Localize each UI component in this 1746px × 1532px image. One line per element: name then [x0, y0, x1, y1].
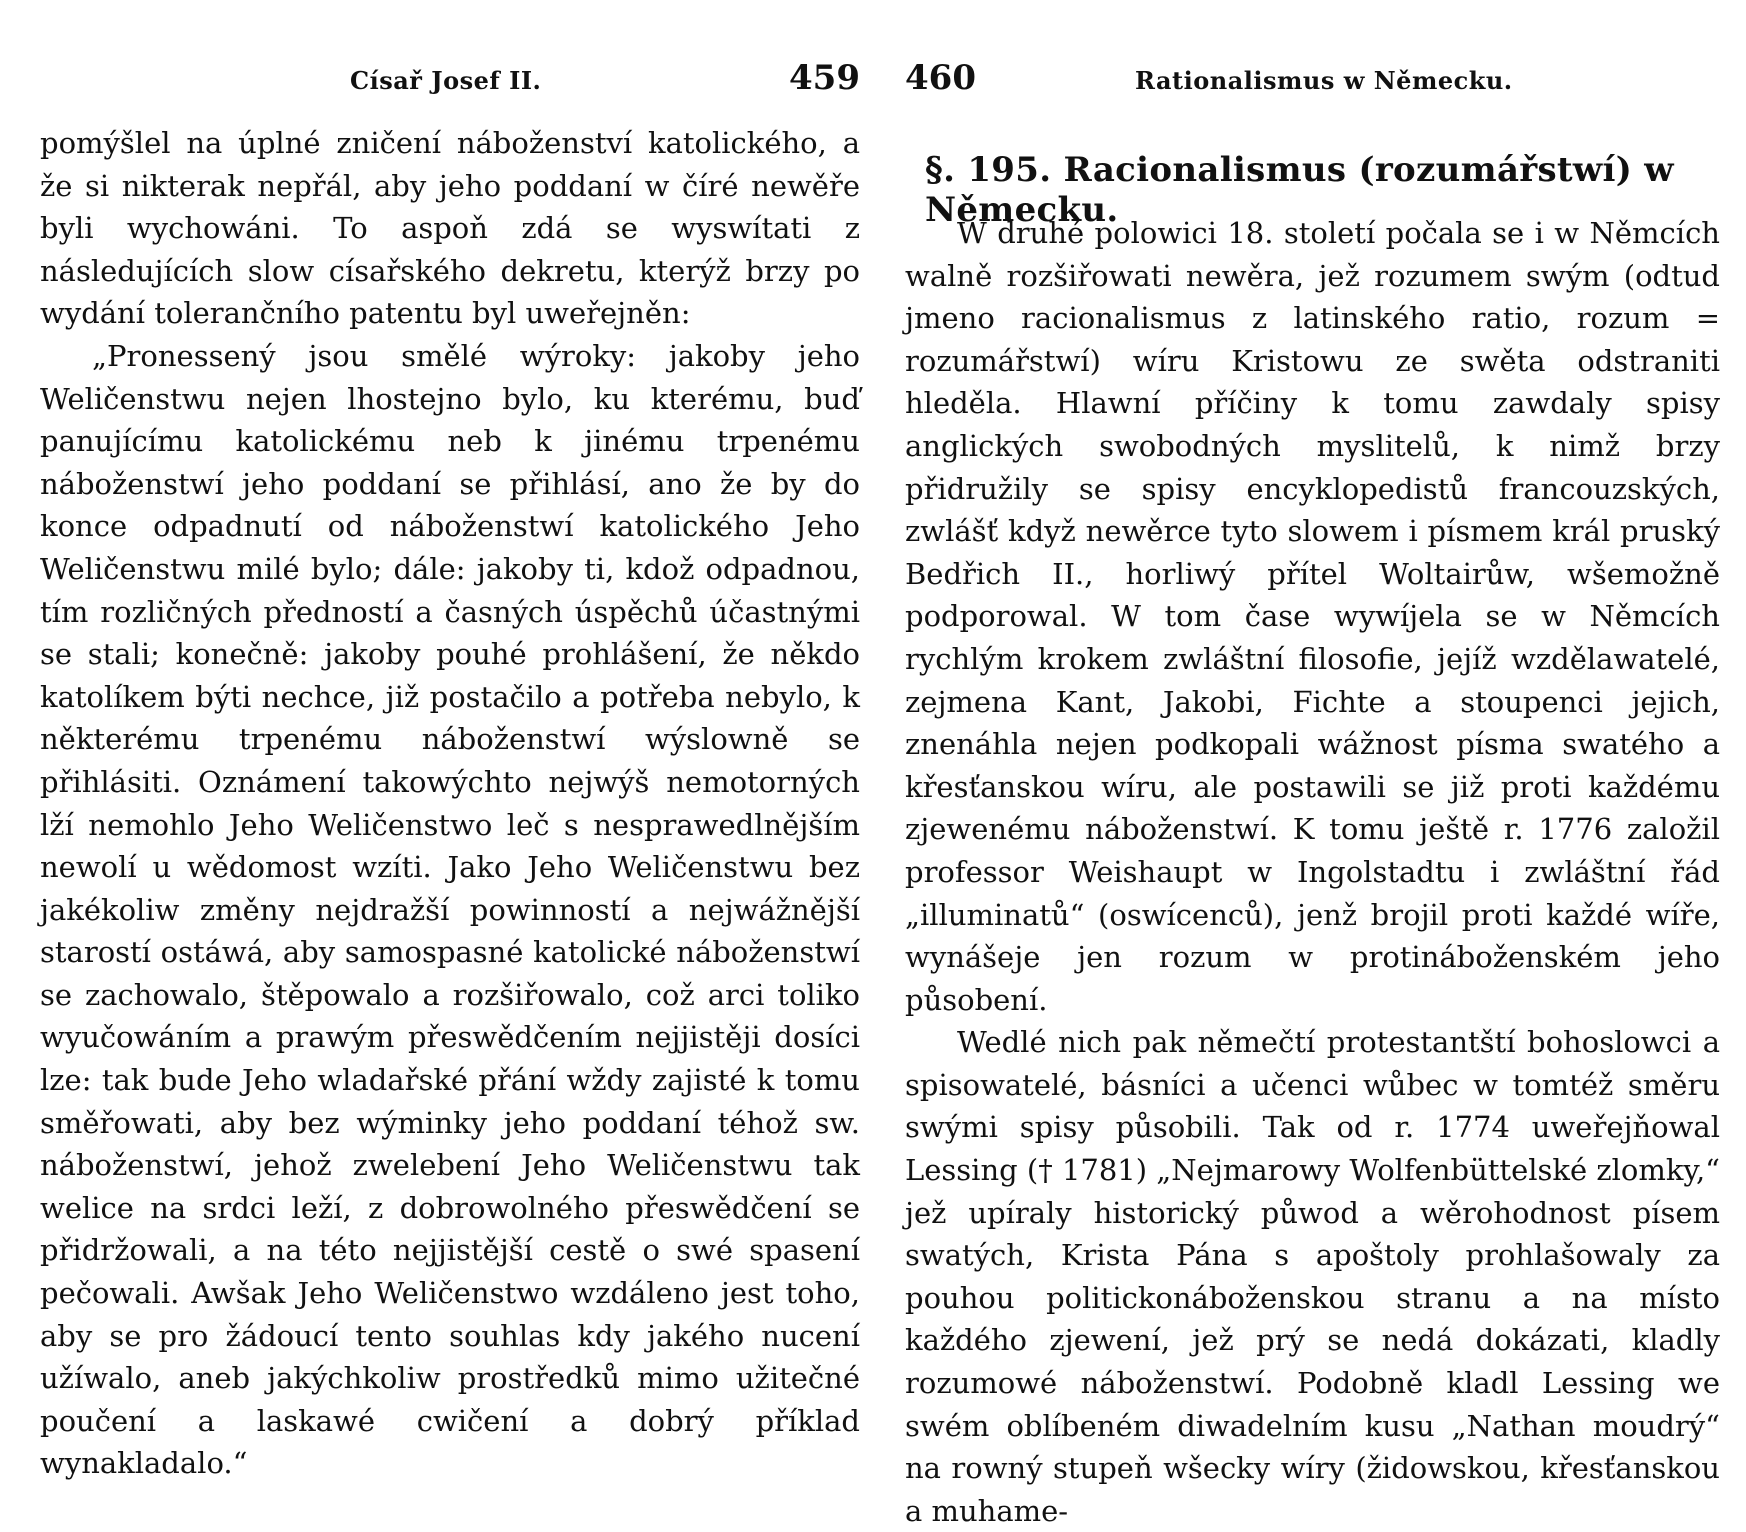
paragraph: pomýšlel na úplné zničení náboženství katolického, a že si nikterak nepřál, aby jeho poddaní w číré newěře byli wychowáni. To aspoň zdá se wyswítati z následujících slow císařského dekretu, kterýž brzy po wydání tolerančního patentu byl uweřejněn:	[40, 126, 860, 331]
right-running-title: Rationalismus w Německu.	[1135, 66, 1513, 95]
paragraph: W druhé polowici 18. století počala se i w Němcích walně rozšiřowati newěra, jež rozumem swým (odtud jmeno racionalismus z latinského ratio, rozum = rozumářstwí) wíru Kristowu ze swěta odstraniti hleděla. Hlawní příčiny k tomu zawdaly spisy anglických swobodných myslitelů, k nimž brzy přidružily se spisy encyklopedistů francouzských, zwlášť když newěrce tyto slowem i písmem král pruský Bedřich II., horliwý přítel Woltairůw, wšemožně podporowal. W tom čase wywíjela se w Němcích rychlým krokem zwláštní filosofie, jejíž wzdělawatelé, zejmena Kant, Jakobi, Fichte a stoupenci jejich, znenáhla nejen podkopali wážnost písma swatého a křesťanskou wíru, ale postawili se již proti každému zjewenému náboženstwí. K tomu ještě r. 1776 založil professor Weishaupt w Ingolstadtu i zwláštní řád „illuminatů“ (oswícenců), jenž brojil proti každé wíře, wynášeje jen rozum w protináboženském jeho působení.	[905, 216, 1720, 1017]
left-running-head	[40, 58, 860, 108]
right-page	[905, 0, 1721, 1528]
right-running-head	[905, 58, 1720, 108]
left-page	[40, 0, 860, 1500]
left-running-title: Císař Josef II.	[350, 66, 542, 95]
right-page-number: 460	[905, 58, 976, 98]
paragraph: „Pronessený jsou smělé wýroky: jakoby jeho Weličenstwu nejen lhostejno bylo, ku kterému, buď panujícímu katolickému neb k jinému trpenému náboženstwí jeho poddaní se přihlásí, ano že by do konce odpadnutí od náboženstwí katolického Jeho Weličenstwu milé bylo; dále: jakoby ti, kdož odpadnou, tím rozličných předností a časných úspěchů účastnými se stali; konečně: jakoby pouhé prohlášení, že někdo katolíkem býti nechce, již postačilo a potřeba nebylo, k některému trpenému náboženstwí wýslowně se přihlásiti. Oznámení takowýchto nejwýš nemotorných lží nemohlo Jeho Weličenstwo leč s nesprawedlnějším newolí u wědomost wzíti. Jako Jeho Weličenstwu bez jakékoliw změny nejdražší powinností a nejwážnější starostí ostáwá, aby samospasné katolické náboženstwí se zachowalo, štěpowalo a rozšiřowalo, což arci toliko wyučowáním a prawým přeswědčením nejjistěji dosíci lze: tak bude Jeho wladařské přání wždy zajisté k tomu směřowati, aby bez wýminky jeho poddaní téhož sw. náboženstwí, jehož zwelebení Jeho Weličenstwu tak welice na srdci leží, z dobrowolného přeswědčení se přidržowali, a na této nejjistější cestě o swé spasení pečowali. Awšak Jeho Weličenstwo wzdáleno jest toho, aby se pro žádoucí tento souhlas kdy jakého nucení užíwalo, aneb jakýchkoliw prostředků mimo užitečné poučení a laskawé cwičení a dobrý příklad wynakladalo.“	[40, 338, 860, 1481]
right-text-block	[905, 212, 1720, 1532]
section-heading: §. 195. Racionalismus (rozumářstwí) w Německu.	[925, 150, 1674, 230]
left-text-block	[40, 122, 860, 1485]
left-page-number: 459	[789, 58, 860, 98]
paragraph: Wedlé nich pak němečtí protestantští bohoslowci a spisowatelé, básníci a učenci wůbec w tomtéž směru swými spisy působili. Tak od r. 1774 uweřejňowal Lessing († 1781) „Nejmarowy Wolfenbüttelské zlomky,“ jež upíraly historický půwod a wěrohodnost písem swatých, Krista Pána s apoštoly prohlašowaly za pouhou politickonáboženskou stranu a na místo každého zjewení, jež prý se nedá dokázati, kladly rozumowé náboženstwí. Podobně kladl Lessing we swém oblíbeném diwadelním kusu „Nathan moudrý“ na rowný stupeň wšecky wíry (židowskou, křesťanskou a muhame-	[905, 1025, 1721, 1528]
